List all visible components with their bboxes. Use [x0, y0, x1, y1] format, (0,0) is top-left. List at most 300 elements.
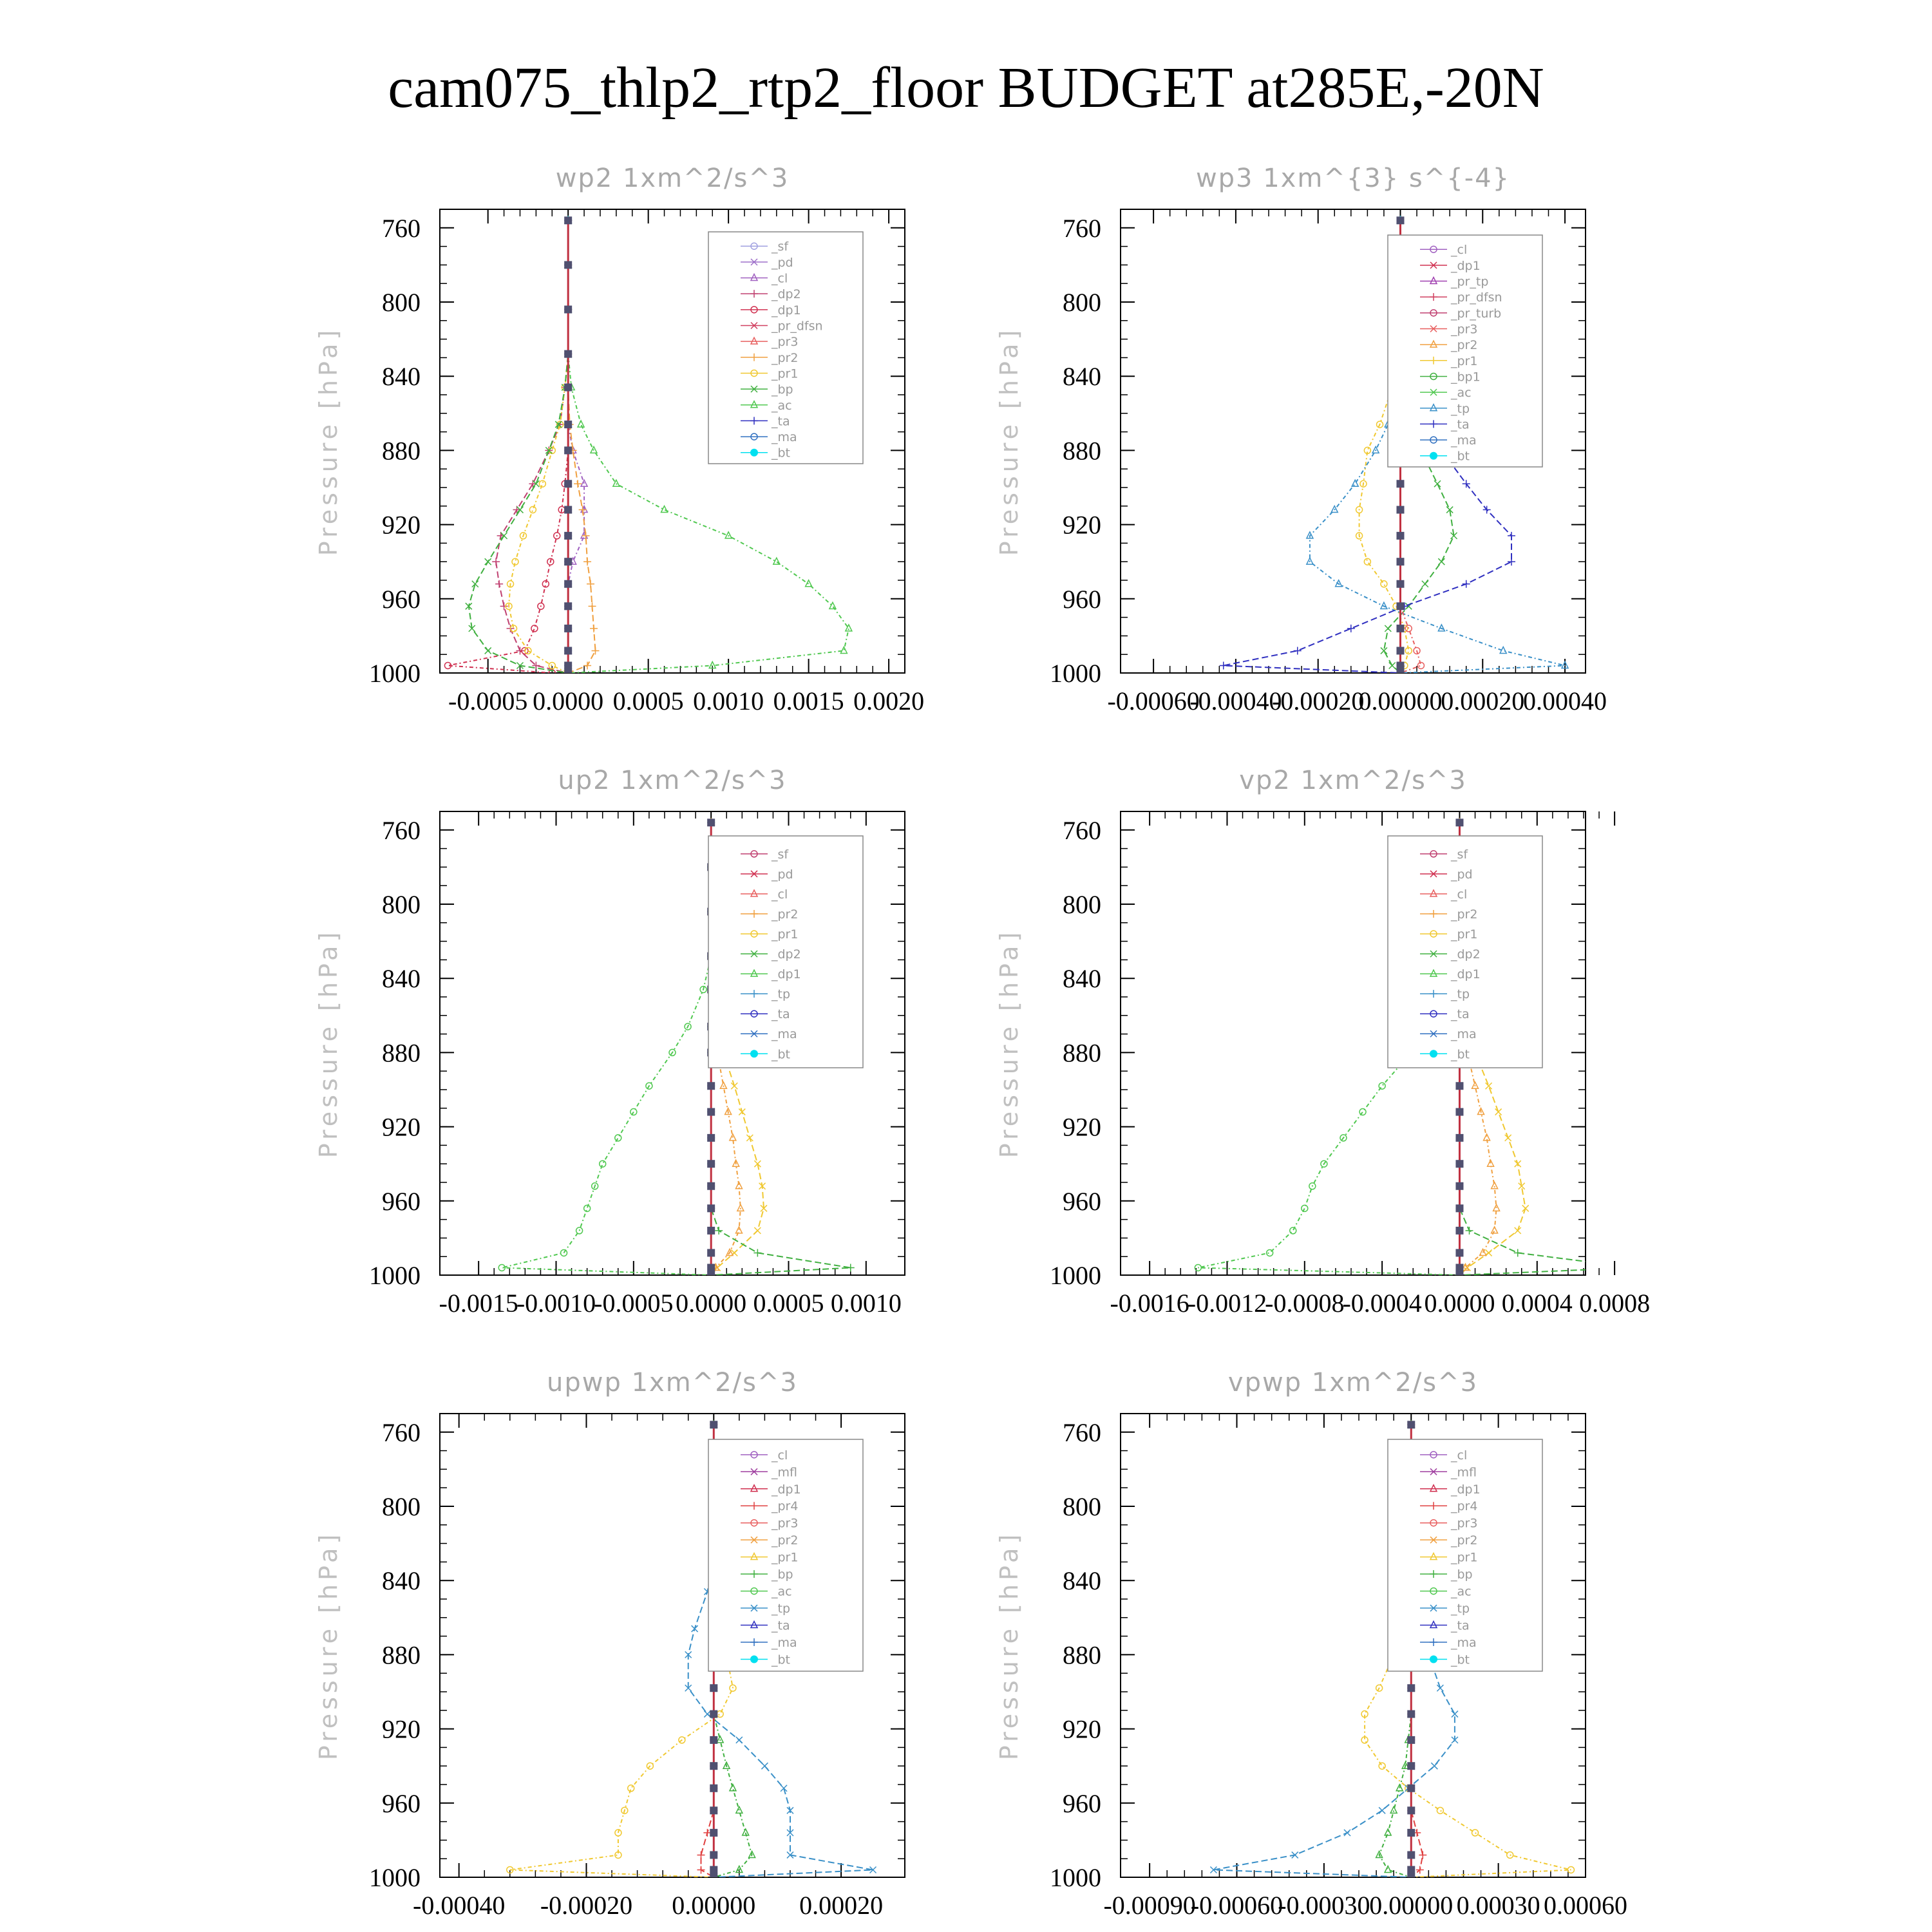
legend-label: _bt [1451, 1047, 1470, 1062]
x-tick-label: 0.0010 [830, 1289, 902, 1318]
y-tick-label: 960 [1063, 1788, 1101, 1818]
zero-profile-marker [710, 1762, 717, 1770]
zero-profile-marker [564, 506, 572, 514]
legend-label: _ac [1451, 386, 1472, 401]
y-tick-label: 760 [382, 815, 421, 845]
legend-label: _pr3 [1451, 1516, 1478, 1531]
zero-profile-marker [1407, 1684, 1415, 1692]
legend-label: _ta [772, 1007, 790, 1022]
zero-profile-marker [1407, 1851, 1415, 1859]
zero-profile-marker [564, 216, 572, 224]
zero-profile-marker [1396, 625, 1404, 632]
legend-label: _dp1 [1451, 258, 1481, 273]
series-point_bp [1385, 1829, 1391, 1835]
zero-profile-marker [707, 1204, 715, 1212]
x-tick-label: 0.00020 [1441, 687, 1525, 715]
legend-label: _dp1 [1451, 1482, 1481, 1497]
legend-label: _ac [772, 398, 792, 413]
series-point_bp [829, 602, 836, 609]
series-point_pr2 [589, 602, 596, 610]
legend-marker [750, 449, 758, 457]
zero-profile-marker [564, 580, 572, 588]
y-tick-label: 840 [1063, 964, 1101, 994]
legend-label: _dp1 [772, 967, 801, 982]
zero-profile-marker [1396, 480, 1404, 488]
series-point_pr4 [1419, 1851, 1426, 1859]
y-axis-label: Pressure [hPa] [995, 326, 1023, 556]
series-point_bp1 [1422, 581, 1428, 587]
series-point_dp2 [495, 580, 503, 588]
legend-label: _pr4 [772, 1499, 799, 1514]
legend [1388, 235, 1542, 467]
x-tick-label: 0.0005 [612, 687, 684, 715]
legend-marker [750, 1050, 758, 1057]
series-point_tp [1452, 1711, 1458, 1718]
series-point_ta [1508, 532, 1515, 540]
series-point_dp1 [584, 1205, 591, 1211]
zero-profile-marker [564, 383, 572, 391]
x-tick-label: -0.00020 [540, 1891, 633, 1920]
zero-profile-marker [564, 480, 572, 488]
legend-label: _pr2 [772, 907, 799, 922]
y-tick-label: 800 [1063, 890, 1101, 919]
series-point_pr1 [529, 507, 536, 513]
y-axis-label: Pressure [hPa] [314, 326, 343, 556]
legend-label: _ta [1451, 1618, 1470, 1633]
zero-profile-marker [564, 558, 572, 565]
x-tick-label: -0.0005 [448, 687, 528, 715]
series-point_pr2 [591, 647, 599, 654]
y-tick-label: 920 [1063, 1714, 1101, 1744]
series-point_ta [1347, 625, 1355, 632]
zero-profile-marker [1407, 1829, 1415, 1837]
series-point_dp2 [1514, 1249, 1522, 1256]
series-point_pr2 [1492, 1227, 1498, 1233]
series-point_pr1 [754, 1227, 761, 1234]
series-point_pr2 [583, 661, 591, 669]
legend-label: _pr2 [772, 1533, 799, 1548]
series-point_pr2 [583, 558, 591, 565]
legend-label: _pr3 [772, 335, 799, 350]
y-tick-label: 840 [1063, 1566, 1101, 1596]
legend-label: _tp [772, 987, 791, 1002]
x-tick-label: 0.0000 [533, 687, 604, 715]
y-axis-label: Pressure [hPa] [314, 928, 343, 1159]
legend [708, 1439, 863, 1671]
zero-profile-marker [707, 1182, 715, 1190]
x-tick-label: -0.0012 [1187, 1289, 1267, 1318]
legend-label: _pr1 [1451, 927, 1478, 942]
series-point_pr2 [735, 1227, 742, 1233]
x-tick-label: -0.0008 [1265, 1289, 1345, 1318]
panel-wp3 [995, 164, 1607, 715]
series-point_dp2 [847, 1264, 855, 1271]
legend-label: _dp1 [772, 303, 801, 317]
y-tick-label: 960 [382, 1186, 421, 1216]
y-tick-label: 920 [382, 1714, 421, 1744]
zero-profile-marker [707, 1227, 715, 1235]
y-tick-label: 840 [1063, 362, 1101, 392]
y-tick-label: 880 [1063, 1640, 1101, 1670]
zero-profile-marker [1407, 1873, 1415, 1881]
y-tick-label: 760 [382, 213, 421, 243]
legend-label: _pr3 [1451, 322, 1478, 337]
zero-profile-marker [710, 1785, 717, 1792]
legend-label: _cl [772, 887, 788, 902]
series-point_bp [578, 421, 584, 427]
legend-label: _ac [772, 1584, 792, 1599]
zero-profile-marker [1455, 1204, 1463, 1212]
y-tick-label: 1000 [1050, 659, 1101, 688]
zero-profile-marker [710, 1851, 717, 1859]
series-point_tp [1431, 1763, 1437, 1769]
legend-label: _dp2 [772, 287, 801, 302]
zero-profile-marker [564, 532, 572, 540]
zero-profile-marker [1455, 1108, 1463, 1116]
series-point_pr2 [737, 1204, 744, 1211]
legend-label: _cl [1451, 1448, 1468, 1463]
panel-vpwp [995, 1368, 1627, 1920]
legend-label: _pr_turb [1451, 306, 1502, 321]
series-point_pr1b [485, 647, 491, 654]
legend-label: _bt [772, 1047, 791, 1062]
legend [1388, 1439, 1542, 1671]
x-tick-label: 0.0000 [1424, 1289, 1495, 1318]
x-tick-label: 0.00060 [1544, 1891, 1627, 1920]
series-point_pr4 [697, 1851, 705, 1859]
series-point_pr1 [1486, 1083, 1492, 1089]
zero-profile-marker [710, 1829, 717, 1837]
panel-up2 [314, 766, 905, 1318]
legend-label: _tp [772, 1602, 791, 1616]
series-point_pr1 [1505, 1135, 1511, 1141]
y-tick-label: 760 [382, 1417, 421, 1447]
series-point_dp1 [1379, 1083, 1385, 1089]
series-point_pr4 [697, 1866, 705, 1873]
x-tick-label: 0.0005 [753, 1289, 824, 1318]
legend-label: _mfl [1451, 1465, 1477, 1480]
series-point_pr1 [717, 1711, 723, 1718]
series-line_dp2 [496, 220, 568, 673]
zero-profile-marker [1455, 1182, 1463, 1190]
y-tick-label: 760 [1063, 213, 1101, 243]
series-point_bp1 [1389, 662, 1396, 668]
x-tick-label: 0.0004 [1501, 1289, 1573, 1318]
zero-profile-marker [710, 1873, 717, 1881]
zero-profile-marker [1396, 532, 1404, 540]
zero-profile-marker [564, 602, 572, 610]
series-point_pr2 [590, 625, 598, 632]
y-tick-label: 800 [1063, 1492, 1101, 1521]
zero-profile-marker [707, 1160, 715, 1168]
zero-profile-marker [1455, 1271, 1463, 1279]
legend [708, 232, 863, 464]
x-tick-label: 0.0015 [773, 687, 844, 715]
zero-profile-marker [710, 1684, 717, 1692]
zero-profile-marker [707, 1271, 715, 1279]
legend-label: _bt [772, 1653, 791, 1667]
zero-profile-marker [1407, 1421, 1415, 1428]
legend-label: _tp [1451, 1602, 1470, 1616]
legend-label: _pd [772, 867, 793, 882]
x-tick-label: -0.0016 [1110, 1289, 1189, 1318]
zero-profile-marker [1407, 1762, 1415, 1770]
series-point_pr1 [1437, 1807, 1443, 1814]
legend-marker [1430, 1050, 1437, 1057]
series-point_dp1 [615, 1135, 621, 1141]
legend-label: _sf [772, 240, 789, 254]
series-point_bp [1385, 1866, 1391, 1872]
series-point_pr1 [731, 1083, 737, 1089]
series-point_pr1 [1495, 1109, 1502, 1115]
legend-label: _pd [1451, 867, 1473, 882]
zero-profile-marker [1396, 506, 1404, 514]
zero-profile-marker [707, 1264, 715, 1271]
series-point_dp2 [753, 1249, 761, 1256]
zero-profile-marker [707, 1134, 715, 1142]
legend-label: _cl [772, 1448, 788, 1463]
y-tick-label: 920 [1063, 510, 1101, 540]
series-point_ta [1220, 661, 1227, 669]
y-tick-label: 880 [1063, 436, 1101, 466]
zero-profile-marker [1455, 1134, 1463, 1142]
legend-label: _ma [1451, 1636, 1477, 1650]
x-tick-label: -0.00020 [1272, 687, 1365, 715]
legend-label: _ta [772, 414, 790, 429]
series-point_tp [736, 1737, 743, 1743]
series-point_bp [1390, 1806, 1397, 1813]
legend-label: _mfl [772, 1465, 797, 1480]
x-tick-label: -0.0005 [594, 1289, 674, 1318]
zero-profile-marker [564, 625, 572, 632]
panel-title: wp3 1xm^{3} s^{-4} [1195, 164, 1511, 193]
x-tick-label: 0.0020 [853, 687, 925, 715]
legend-label: _pr1 [1451, 354, 1478, 368]
series-point_pr1 [1515, 1227, 1521, 1234]
zero-profile-marker [1396, 216, 1404, 224]
y-tick-label: 1000 [1050, 1261, 1101, 1290]
legend-label: _pr4 [1451, 1499, 1478, 1514]
series-point_ta [1294, 647, 1302, 654]
series-point_ta [1463, 580, 1470, 588]
zero-profile-marker [564, 661, 572, 669]
y-tick-label: 840 [382, 964, 421, 994]
legend-label: _ma [1451, 433, 1477, 448]
legend-label: _ta [1451, 417, 1470, 432]
x-tick-label: 0.0010 [693, 687, 764, 715]
zero-profile-marker [564, 669, 572, 677]
series-point_bp1 [1385, 625, 1391, 632]
panel-title: up2 1xm^2/s^3 [558, 766, 787, 795]
zero-profile-marker [707, 819, 715, 826]
legend-label: _ma [772, 1027, 797, 1042]
zero-profile-marker [1396, 580, 1404, 588]
zero-profile-marker [707, 1082, 715, 1090]
series-point_tp [1344, 1830, 1350, 1836]
legend-label: _cl [772, 271, 788, 286]
zero-profile-marker [1396, 602, 1404, 610]
zero-profile-marker [710, 1421, 717, 1428]
zero-profile-marker [1396, 558, 1404, 565]
zero-profile-marker [1407, 1806, 1415, 1814]
series-point_ta [1508, 558, 1515, 565]
legend-label: _pr2 [1451, 338, 1478, 353]
x-tick-label: -0.0004 [1342, 1289, 1422, 1318]
zero-profile-marker [564, 261, 572, 269]
panel-title: vpwp 1xm^2/s^3 [1227, 1368, 1479, 1397]
x-tick-label: -0.0010 [516, 1289, 596, 1318]
legend-label: _pr1 [772, 927, 799, 942]
legend-label: _ma [1451, 1027, 1477, 1042]
zero-profile-marker [564, 350, 572, 358]
series-point_bp [717, 1736, 723, 1743]
zero-profile-marker [564, 647, 572, 654]
series-point_dp1 [1267, 1249, 1273, 1256]
y-tick-label: 800 [382, 890, 421, 919]
panel-title: vp2 1xm^2/s^3 [1239, 766, 1467, 795]
y-axis-label: Pressure [hPa] [995, 928, 1023, 1159]
y-tick-label: 920 [382, 510, 421, 540]
x-tick-label: 0.00040 [1523, 687, 1607, 715]
legend-label: _pr1 [1451, 1550, 1478, 1565]
legend-label: _pr_dfsn [1451, 290, 1502, 305]
legend-label: _bp [772, 1567, 793, 1582]
panel-wp2 [314, 164, 924, 715]
y-tick-label: 760 [1063, 1417, 1101, 1447]
panel-title: wp2 1xm^2/s^3 [555, 164, 790, 193]
y-tick-label: 1000 [369, 659, 421, 688]
y-tick-label: 960 [382, 1788, 421, 1818]
series-point_cl [581, 532, 587, 538]
y-tick-label: 1000 [1050, 1863, 1101, 1892]
legend-label: _pr2 [1451, 1533, 1478, 1548]
legend-label: _bp [772, 383, 793, 397]
panel-title: upwp 1xm^2/s^3 [547, 1368, 798, 1397]
series-point_dp1 [1290, 1227, 1296, 1234]
x-tick-label: -0.00040 [1189, 687, 1282, 715]
series-point_bp1 [1438, 558, 1444, 565]
y-tick-label: 800 [382, 288, 421, 317]
zero-profile-marker [707, 1249, 715, 1256]
y-tick-label: 880 [382, 436, 421, 466]
series-point_dp2 [1466, 1227, 1473, 1235]
zero-profile-marker [1455, 1082, 1463, 1090]
zero-profile-marker [1455, 1249, 1463, 1256]
series-point_bp1 [1434, 480, 1441, 487]
zero-profile-marker [1407, 1785, 1415, 1792]
series-point_tp [1379, 1807, 1385, 1814]
legend-label: _pr_tp [1451, 274, 1489, 289]
legend-marker [750, 1655, 758, 1663]
legend-label: _bt [772, 446, 791, 460]
zero-profile-marker [1455, 1160, 1463, 1168]
y-tick-label: 840 [382, 1566, 421, 1596]
series-point_pr2 [587, 580, 594, 588]
legend-label: _pr2 [1451, 907, 1478, 922]
series-point_dp1 [1359, 1109, 1366, 1115]
legend-label: _cl [1451, 887, 1468, 902]
y-tick-label: 840 [382, 362, 421, 392]
legend-label: _ma [772, 430, 797, 445]
y-tick-label: 1000 [369, 1261, 421, 1290]
zero-profile-marker [710, 1866, 717, 1873]
legend-label: _cl [1451, 243, 1468, 258]
zero-profile-marker [1396, 669, 1404, 677]
series-point_dp1 [1302, 1205, 1308, 1211]
y-tick-label: 760 [1063, 815, 1101, 845]
series-point_pr1 [1472, 1830, 1479, 1836]
legend-label: _pr_dfsn [772, 319, 823, 334]
series-point_pr1b [485, 558, 491, 565]
legend [708, 836, 863, 1068]
x-tick-label: 0.00000 [1369, 1891, 1454, 1920]
legend [1388, 836, 1542, 1068]
zero-profile-marker [710, 1710, 717, 1718]
series-point_pr1 [1379, 1763, 1385, 1769]
y-axis-label: Pressure [hPa] [314, 1530, 343, 1761]
legend-label: _sf [1451, 847, 1468, 862]
legend-label: _bp [1451, 1567, 1473, 1582]
series-point_tp [1437, 1685, 1443, 1691]
zero-profile-marker [564, 421, 572, 428]
zero-profile-marker [1455, 1264, 1463, 1271]
series-point_tp [704, 1711, 710, 1718]
legend-label: _ta [1451, 1007, 1470, 1022]
y-axis-label: Pressure [hPa] [995, 1530, 1023, 1761]
series-point_tp [761, 1763, 768, 1769]
legend-label: _ma [772, 1636, 797, 1650]
y-tick-label: 800 [1063, 288, 1101, 317]
series-point_pr2 [720, 1082, 726, 1088]
zero-profile-marker [710, 1736, 717, 1744]
x-tick-label: -0.00040 [413, 1891, 506, 1920]
series-point_pr1 [1364, 558, 1370, 565]
zero-profile-marker [1407, 1710, 1415, 1718]
y-tick-label: 960 [382, 584, 421, 614]
zero-profile-marker [707, 1108, 715, 1116]
series-point_dp1 [600, 1160, 606, 1167]
x-tick-label: -0.00030 [1278, 1891, 1370, 1920]
zero-profile-marker [1455, 819, 1463, 826]
legend-label: _pd [772, 255, 793, 270]
y-tick-label: 880 [1063, 1038, 1101, 1068]
zero-profile-marker [1396, 661, 1404, 669]
series-point_pr1 [1381, 581, 1387, 587]
x-tick-label: 0.00000 [672, 1891, 756, 1920]
zero-profile-marker [564, 446, 572, 454]
legend-label: _bp1 [1451, 370, 1481, 384]
legend-label: _tp [1451, 401, 1470, 416]
legend-label: _sf [772, 847, 789, 862]
legend-label: _ta [772, 1618, 790, 1633]
x-tick-label: 0.0008 [1579, 1289, 1651, 1318]
legend-label: _tp [1451, 987, 1470, 1002]
legend-label: _dp2 [1451, 947, 1481, 962]
legend-label: _ac [1451, 1584, 1472, 1599]
series-point_dp2 [715, 1227, 723, 1235]
legend-label: _pr2 [772, 350, 799, 365]
zero-profile-marker [1407, 1736, 1415, 1744]
x-tick-label: -0.00060 [1190, 1891, 1283, 1920]
series-point_dp2 [1630, 1264, 1638, 1271]
x-tick-label: 0.0000 [676, 1289, 747, 1318]
zero-profile-marker [564, 306, 572, 314]
x-tick-label: -0.0015 [439, 1289, 518, 1318]
y-tick-label: 960 [1063, 584, 1101, 614]
panel-upwp [314, 1368, 905, 1920]
legend-marker [1430, 1655, 1437, 1663]
series-point_bp [840, 647, 847, 653]
